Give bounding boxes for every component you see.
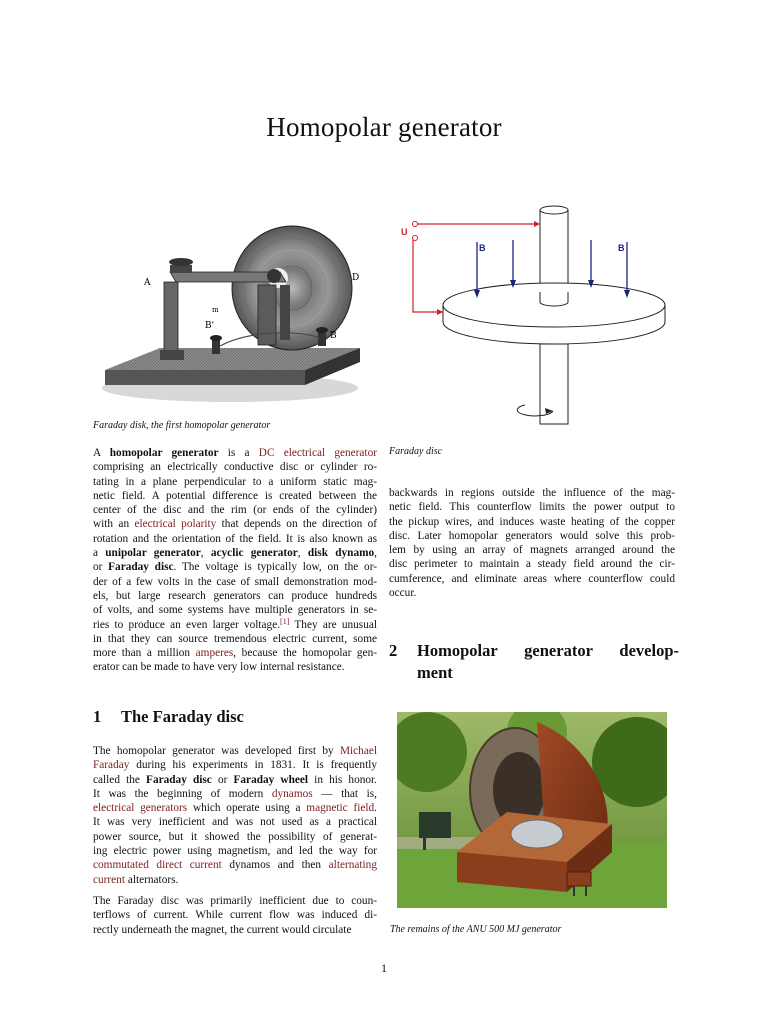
text-line: erator can be made to have very low internal resistance. <box>93 661 345 674</box>
engraving-label-d: D <box>352 273 360 283</box>
citation-link[interactable]: [1] <box>280 617 290 626</box>
text-line: netic field. A potential difference is created between the <box>93 489 377 502</box>
bold-term: homopolar generator <box>109 447 219 459</box>
intro-paragraph <box>93 446 377 675</box>
text-line: backwards in regions outside the influence of the mag- <box>389 487 675 499</box>
text-line: els, but large research generators can produce hundreds <box>93 589 377 602</box>
text-line: It was very inefficient and was not used as a practical <box>93 816 377 829</box>
text-line: in that they can source tremendous electric current, some <box>93 632 377 645</box>
wiki-link[interactable]: electrical polarity <box>134 518 217 531</box>
wiki-link[interactable]: Michael <box>339 745 377 757</box>
text-line: The Faraday disc was primarily inefficient due to coun- <box>93 895 377 907</box>
engraving-label-bprime: B' <box>205 321 215 331</box>
wiki-link[interactable]: amperes <box>195 647 234 660</box>
diagram-caption: Faraday disc <box>389 446 443 457</box>
text-line: called the Faraday disc or Faraday wheel in his honor. <box>93 773 377 786</box>
engraving-label-a: A <box>144 278 151 288</box>
wiki-link[interactable]: DC electrical generator <box>258 447 377 459</box>
section-1-paragraph-1 <box>93 744 377 887</box>
text-line: cumference, and eliminate areas where counterflow could <box>389 572 675 585</box>
diagram-label-u: U <box>401 227 408 237</box>
faraday-disk-engraving <box>100 210 375 405</box>
wiki-link[interactable]: commutated direct current <box>93 859 222 872</box>
text-line: center of the disc and the rim (or ends of the cylinder) <box>93 504 377 517</box>
text-line: The homopolar generator was developed first by Michael <box>93 745 377 757</box>
section-2-number: 2 <box>389 641 398 660</box>
bold-term: Faraday disc <box>108 561 174 574</box>
text-line: Faraday during his experiments in 1831. It is frequently <box>93 759 377 772</box>
text-line: the pickup wires, and induces waste heating of the copper <box>389 515 675 528</box>
wiki-link[interactable]: alternating <box>328 859 377 872</box>
diagram-label-b-left: B <box>479 243 486 253</box>
right-column-paragraph <box>389 486 675 600</box>
text-line: current alternators. <box>93 873 179 886</box>
section-1-heading <box>93 706 244 728</box>
wiki-link[interactable]: electrical generators <box>93 802 188 815</box>
text-line: disc perimeter to maintain a steady field around the cir- <box>389 558 675 571</box>
bold-term: unipolar generator <box>105 547 201 560</box>
text-line: a unipolar generator, acyclic generator, disk dynamo, <box>93 547 377 560</box>
text-line: terflows of current. While current flow was induced di- <box>93 909 377 922</box>
bold-term: acyclic generator <box>210 547 298 560</box>
text-line: or Faraday disc. The voltage is typically low, on the or- <box>93 561 377 574</box>
text-line: lem by using an array of magnets arranged around the <box>389 544 675 557</box>
text-line: disc. Later homopolar generators would solve this prob- <box>389 529 675 542</box>
bold-term: disk dynamo <box>307 547 375 560</box>
wiki-link[interactable]: current <box>93 873 125 886</box>
section-2-title-line1: Homopolar generator develop- <box>417 641 679 660</box>
section-2-title-line2: ment <box>417 663 453 682</box>
text-line: comprising an electrically conductive disc or cylinder ro- <box>93 461 377 474</box>
diagram-label-b-right: B <box>618 243 625 253</box>
wiki-link[interactable]: dynamos <box>271 787 313 800</box>
text-line: with an electrical polarity that depends on the direction of <box>93 518 377 531</box>
text-line: power source, but it showed the possibility of generat- <box>93 830 377 843</box>
text-line: netic field. This counterflow limits the power output to <box>389 501 675 514</box>
text-line: of volts, and some systems have multiple generators in se- <box>93 604 377 617</box>
faraday-disc-diagram <box>395 200 670 430</box>
text-line: commutated direct current dynamos and then alternating <box>93 859 377 872</box>
text-line: ries to produce an even larger voltage.[1] They are unusual <box>93 617 377 631</box>
text-line: A homopolar generator is a DC electrical generator <box>93 447 377 459</box>
wiki-link[interactable]: magnetic field <box>306 802 375 815</box>
faraday-disk-caption: Faraday disk, the first homopolar generator <box>93 420 271 431</box>
text-line: electrical generators which operate using a magnetic field. <box>93 802 377 815</box>
anu-caption: The remains of the ANU 500 MJ generator <box>390 924 562 935</box>
text-line: ing electric power using magnetism, and led the way for <box>93 845 377 858</box>
text-line: more than a million amperes, because the homopolar gen- <box>93 647 377 660</box>
engraving-label-m: m <box>212 306 219 314</box>
text-line: occur. <box>389 587 417 600</box>
bold-term: Faraday disc <box>146 773 212 786</box>
text-line: rotation and the orientation of the field. It is also known as <box>93 532 377 545</box>
page-number: 1 <box>381 961 387 975</box>
text-line: It was the beginning of modern dynamos — that is, <box>93 787 377 800</box>
text-line: rectly underneath the magnet, the current would circulate <box>93 923 352 936</box>
section-1-title: The Faraday disc <box>121 707 244 726</box>
bold-term: Faraday wheel <box>233 773 309 786</box>
anu-generator-photo <box>397 712 667 908</box>
section-1-number: 1 <box>93 707 102 726</box>
page-title: Homopolar generator <box>266 112 502 142</box>
section-2-heading <box>389 640 679 684</box>
text-line: tating in a plane perpendicular to a uniform static mag- <box>93 475 377 488</box>
text-line: der of a few volts in the case of small demonstration mod- <box>93 575 377 588</box>
wiki-link[interactable]: Faraday <box>93 759 130 772</box>
engraving-label-b: B <box>330 331 337 341</box>
section-1-paragraph-2 <box>93 894 377 937</box>
